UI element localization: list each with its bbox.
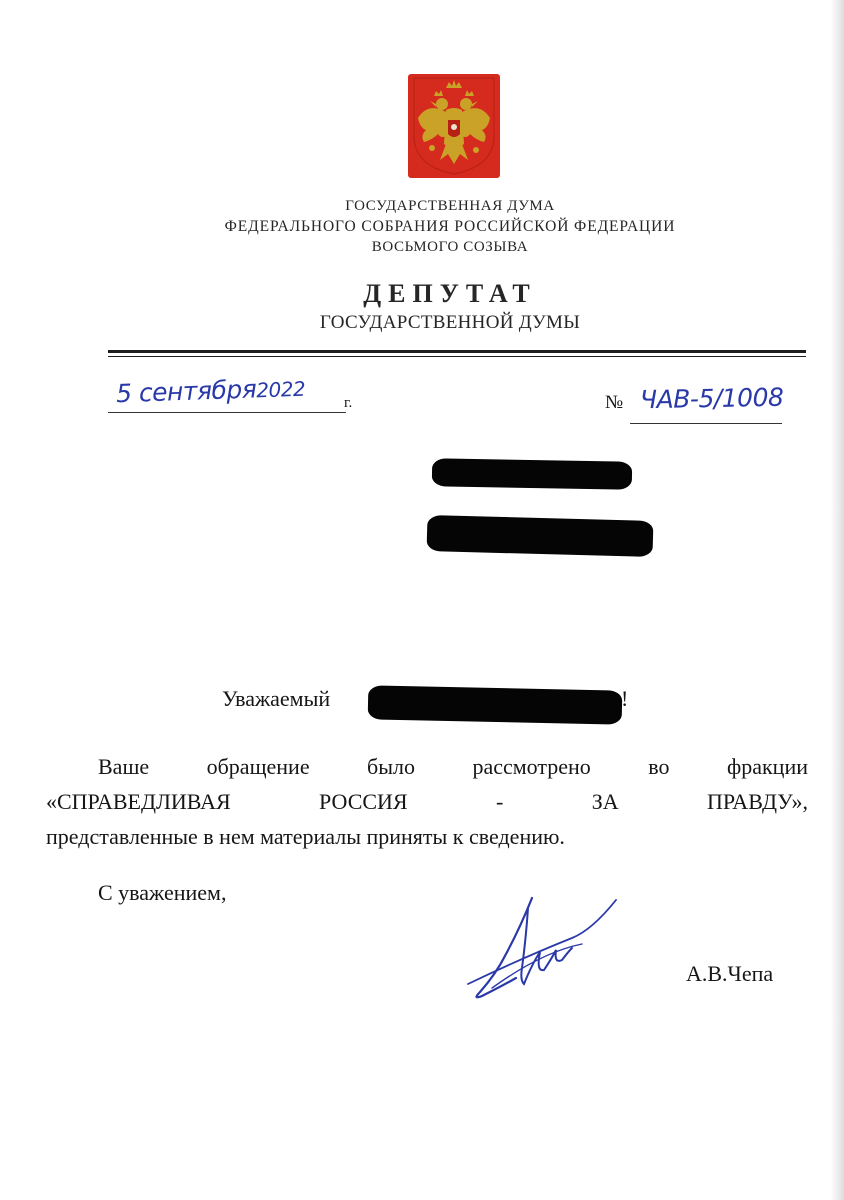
date-year: 2022: [255, 376, 306, 403]
signer-name: А.В.Чепа: [686, 961, 774, 986]
number-label: №: [605, 392, 624, 413]
document-subtitle: ГОСУДАРСТВЕННОЙ ДУМЫ: [319, 312, 581, 333]
number-underline: [630, 423, 782, 424]
body-line-3: представленные в нем материалы приняты к сведению.: [46, 824, 565, 849]
date-underline: [108, 412, 346, 413]
date-field: [116, 373, 306, 409]
greeting: Уважаемый: [222, 686, 331, 711]
header-rule-thick: [108, 350, 806, 353]
redacted-recipient-name: [368, 685, 623, 724]
coat-of-arms-icon: [408, 74, 500, 178]
document-title: ДЕПУТАТ: [363, 279, 537, 308]
date-handwritten: 5 сентября: [115, 374, 257, 409]
closing: С уважением,: [98, 880, 227, 905]
scan-edge: [830, 0, 844, 1200]
header-rule-thin: [108, 356, 806, 357]
signature: [462, 888, 622, 1010]
greeting-exclamation: !: [621, 686, 629, 711]
org-line-1: ГОСУДАРСТВЕННАЯ ДУМА: [345, 198, 555, 214]
redacted-recipient-line-1: [432, 458, 632, 489]
org-line-3: ВОСЬМОГО СОЗЫВА: [371, 239, 529, 255]
org-line-2: ФЕДЕРАЛЬНОГО СОБРАНИЯ РОССИЙСКОЙ ФЕДЕРАЦИИ: [224, 218, 676, 235]
redacted-recipient-line-2: [427, 515, 654, 557]
document-number: ЧАВ-5/1008: [639, 382, 784, 415]
body-line-2: «СПРАВЕДЛИВАЯ РОССИЯ - ЗА ПРАВДУ»,: [46, 789, 808, 814]
body-line-1: Ваше обращение было рассмотрено во фракции: [98, 754, 808, 779]
date-suffix: г.: [344, 395, 353, 411]
